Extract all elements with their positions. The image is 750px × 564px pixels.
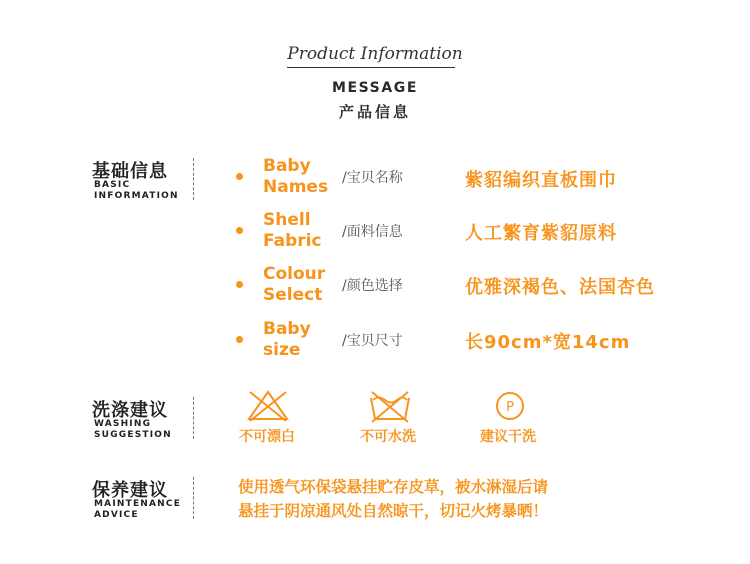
- wash-label: 不可漂白: [239, 429, 295, 445]
- maintenance-heading-cn: 保养建议: [92, 480, 168, 501]
- prop-cn-label: /宝贝名称: [342, 170, 403, 186]
- maintenance-text-line-2: 悬挂于阴凉通风处自然晾干，切记火烤暴晒！: [238, 502, 549, 520]
- prop-value: 人工繁育紫貂原料: [465, 223, 617, 244]
- script-title: Product Information: [287, 44, 463, 64]
- title-underline: [287, 67, 455, 68]
- prop-value: 长90cm*宽14cm: [465, 332, 631, 353]
- prop-cn-label: /面料信息: [342, 224, 403, 240]
- washing-heading-en-2: SUGGESTION: [94, 430, 172, 440]
- no-bleach-icon: [245, 388, 291, 424]
- bullet-dot: [236, 281, 243, 288]
- prop-en-line-2: size: [263, 340, 301, 360]
- washing-heading-en-1: WASHING: [94, 419, 152, 429]
- prop-en-line-1: Baby: [263, 156, 311, 176]
- prop-en-line-2: Fabric: [263, 231, 322, 251]
- prop-en-line-1: Colour: [263, 264, 326, 284]
- prop-value: 紫貂编织直板围巾: [465, 170, 617, 191]
- basic-heading-cn: 基础信息: [92, 161, 168, 182]
- basic-divider: [193, 158, 194, 200]
- basic-heading-en-2: INFORMATION: [94, 191, 179, 201]
- prop-value: 优雅深褐色、法国杏色: [465, 277, 655, 298]
- wash-label: 不可水洗: [360, 429, 416, 445]
- dry-clean-letter: P: [506, 400, 514, 415]
- prop-en-line-2: Select: [263, 285, 323, 305]
- prop-en-line-1: Baby: [263, 319, 311, 339]
- no-water-wash-icon: [367, 388, 413, 424]
- prop-en-line-2: Names: [263, 177, 329, 197]
- wash-label: 建议干洗: [480, 429, 536, 445]
- dry-clean-icon: [487, 388, 533, 424]
- washing-divider: [193, 397, 194, 439]
- maintenance-text-line-1: 使用透气环保袋悬挂贮存皮草，被水淋湿后请: [238, 478, 549, 496]
- maintenance-heading-en-1: MAINTENANCE: [94, 499, 182, 509]
- bullet-dot: [236, 173, 243, 180]
- prop-cn-label: /颜色选择: [342, 278, 403, 294]
- washing-heading-cn: 洗涤建议: [92, 400, 168, 421]
- title-cn: 产品信息: [338, 103, 411, 121]
- bullet-dot: [236, 336, 243, 343]
- bullet-dot: [236, 227, 243, 234]
- maintenance-divider: [193, 477, 194, 519]
- prop-en-line-1: Shell: [263, 210, 311, 230]
- prop-cn-label: /宝贝尺寸: [342, 333, 403, 349]
- basic-heading-en-1: BASIC: [94, 180, 131, 190]
- maintenance-heading-en-2: ADVICE: [94, 510, 139, 520]
- title-en: MESSAGE: [331, 80, 419, 96]
